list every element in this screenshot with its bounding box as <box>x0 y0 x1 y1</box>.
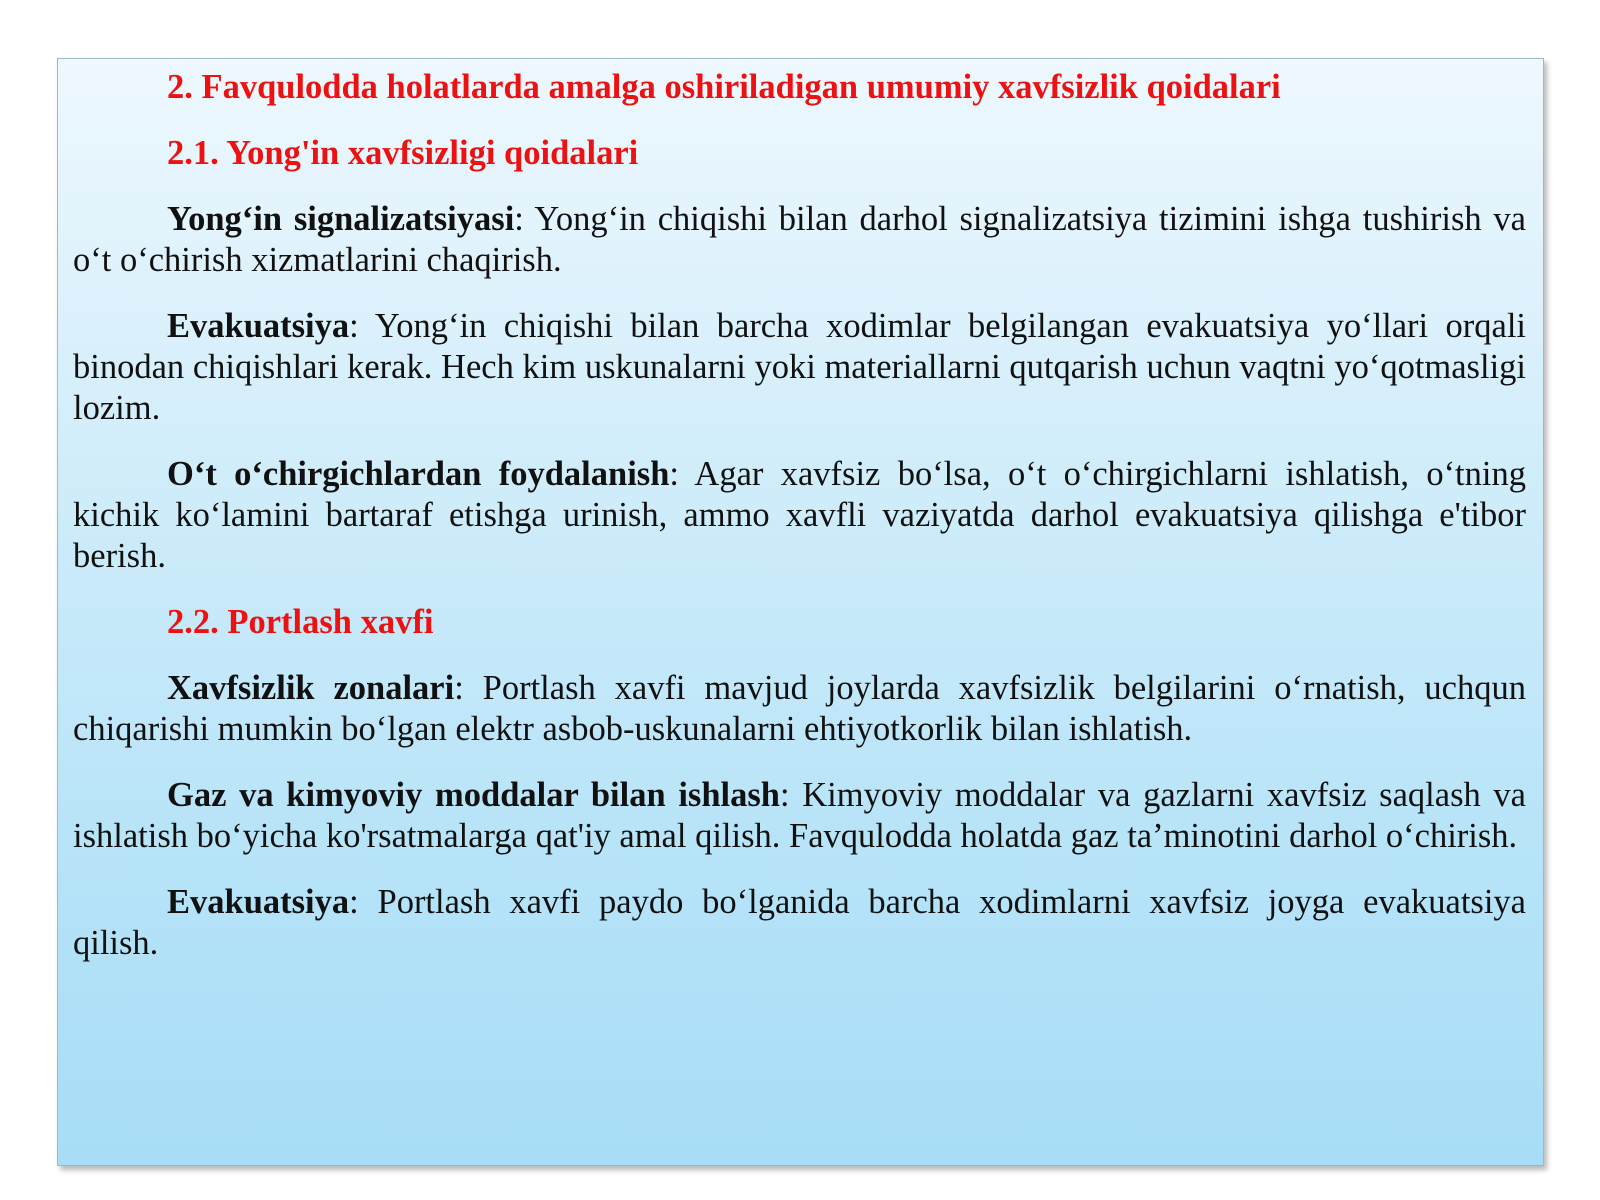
section-heading-explosion-risk: 2.2. Portlash xavfi <box>167 603 434 641</box>
section-heading-fire-safety: 2.1. Yong'in xavfsizligi qoidalari <box>167 134 639 172</box>
paragraph-fire-alarm <box>73 199 1526 281</box>
paragraph-term: Gaz va kimyoviy moddalar bilan ishlash <box>167 776 780 814</box>
paragraph-fire-extinguishers <box>73 454 1526 577</box>
paragraph-term: Xavfsizlik zonalari <box>167 669 455 707</box>
paragraph-term: Evakuatsiya <box>167 307 350 345</box>
paragraph-text: : Kimyoviy moddalar va gazlarni xavfsiz saqlash va ishlatish bo‘yicha ko'rsatmalarga qat'iy amal qilish. Favqulodda holatda gaz ta’minotini darhol o‘chirish. <box>73 776 1526 855</box>
paragraph-safety-zones <box>73 668 1526 750</box>
paragraph-term: Evakuatsiya <box>167 883 350 921</box>
paragraph-text: : Yong‘in chiqishi bilan barcha xodimlar belgilangan evakuatsiya yo‘llari orqali binodan chiqishlari kerak. Hech kim uskunalarni yoki materiallarni qutqarish uchun vaqtni yo‘qotmasligi lozim. <box>73 307 1526 427</box>
main-heading: 2. Favqulodda holatlarda amalga oshiriladigan umumiy xavfsizlik qoidalari <box>167 68 1281 106</box>
paragraph-text: : Portlash xavfi mavjud joylarda xavfsizlik belgilarini o‘rnatish, uchqun chiqarishi mumkin bo‘lgan elektr asbob-uskunalarni ehtiyotkorlik bilan ishlatish. <box>73 669 1526 748</box>
paragraph-term: O‘t o‘chirgichlardan foydalanish <box>167 455 670 493</box>
paragraph-text: : Yong‘in chiqishi bilan darhol signalizatsiya tizimini ishga tushirish va o‘t o‘chirish xizmatlarini chaqirish. <box>73 200 1526 279</box>
paragraph-text: : Agar xavfsiz bo‘lsa, o‘t o‘chirgichlarni ishlatish, o‘tning kichik ko‘lamini bartaraf etishga urinish, ammo xavfli vaziyatda darhol evakuatsiya qilishga e'tibor berish. <box>73 455 1526 575</box>
paragraph-fire-evacuation <box>73 306 1526 429</box>
paragraph-gas-chemicals <box>73 775 1526 857</box>
slide-panel <box>57 58 1544 1166</box>
paragraph-term: Yong‘in signalizatsiyasi <box>167 200 515 238</box>
paragraph-explosion-evacuation <box>73 882 1526 964</box>
paragraph-text: : Portlash xavfi paydo bo‘lganida barcha xodimlarni xavfsiz joyga evakuatsiya qilish. <box>73 883 1526 962</box>
